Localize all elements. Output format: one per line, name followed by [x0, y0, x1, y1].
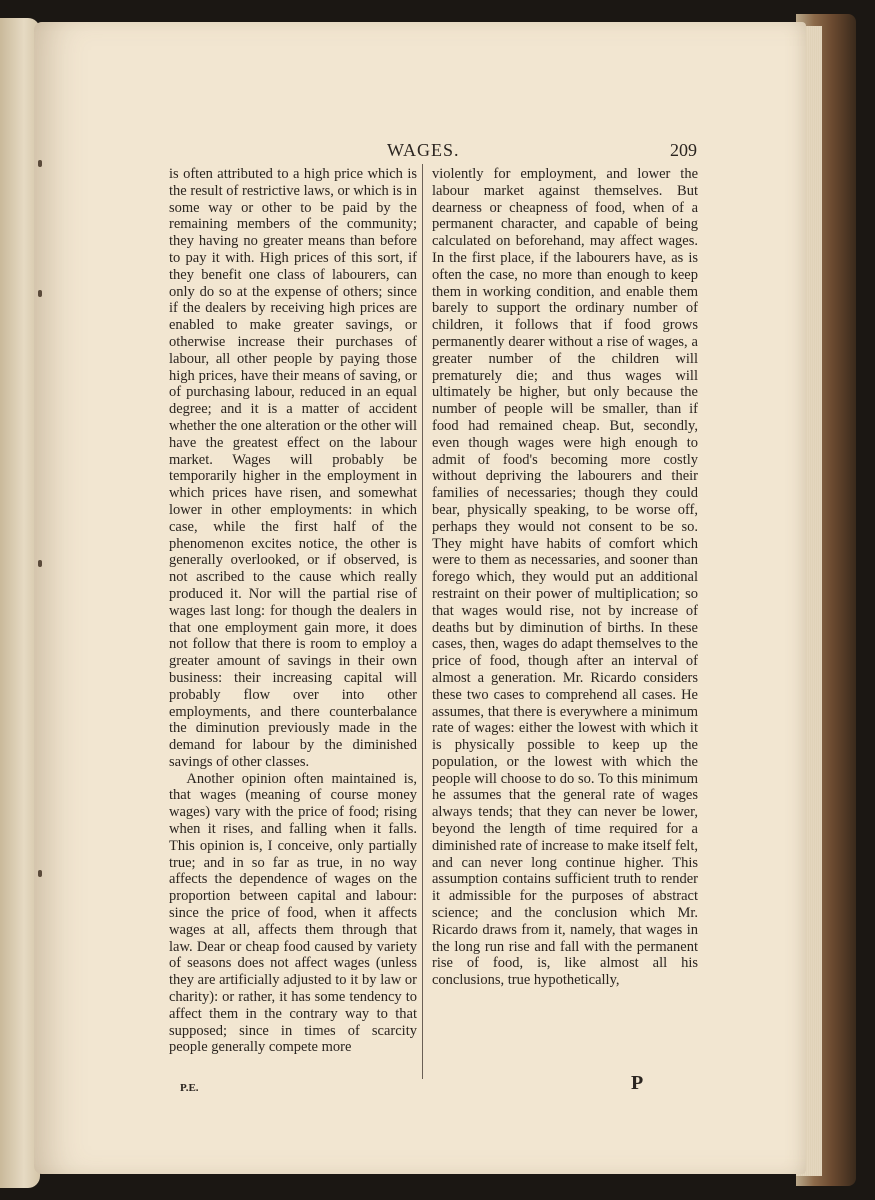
left-paragraph-1: is often attributed to a high price which is the result of restrictive laws, or which is in some way or other to be paid by the remaining members of the community; they having no greater means than before to pay it with. High prices of this sort, if they benefit one class of labourers, can only do so at the expense of others; since if the dealers by receiving high prices are enabled to make greater savings, or otherwise increase their purchases of labour, all other people by paying those high prices, have their means of saving, or of purchasing labour, reduced in an equal degree; and it is a matter of accident whether the one alteration or the other will have the greatest effect on the labour market. Wages will probably be temporarily higher in the employment in which prices have risen, and somewhat lower in other employments: in which case, while the first half of the phenomenon excites notice, the other is generally overlooked, or if observed, is not ascribed to the cause which really produced it. Nor will the partial rise of wages last long: for though the dealers in that one employment gain more, it does not follow that there is room to employ a greater amount of savings in their own business: their increasing capital will probably flow over into other employments, and there counterbalance the diminution previously made in the demand for labour by the diminished savings of other classes. — [169, 166, 417, 770]
margin-speck — [38, 160, 42, 167]
book-page — [34, 22, 806, 1174]
right-column — [432, 166, 698, 989]
left-column — [169, 166, 417, 1056]
signature-mark-right: P — [631, 1072, 644, 1094]
right-paragraph-1: violently for employment, and lower the labour market against themselves. But dearness or cheapness of food, when of a permanent character, and capable of being calculated on beforehand, may affect wages. In the first place, if the labourers have, as is often the case, no more than enough to keep them in working condition, and enable them barely to support the ordinary number of children, it follows that if food grows permanently dearer without a rise of wages, a greater number of the children will prematurely die; and thus wages will ultimately be higher, but only because the number of people will be smaller, than if food had remained cheap. But, secondly, even though wages were high enough to admit of food's becoming more costly without depriving the labourers and their families of necessaries; though they could bear, physically speaking, to be worse off, perhaps they would not consent to be so. They might have habits of comfort which were to them as necessaries, and sooner than forego which, they would put an additional restraint on their power of multiplication; so that wages would rise, not by increase of deaths but by diminution of births. In these cases, then, wages do adapt themselves to the price of food, though after an interval of almost a generation. Mr. Ricardo considers these two cases to comprehend all cases. He assumes, that there is everywhere a minimum rate of wages: either the lowest with which it is physically possible to keep up the population, or the lowest with which the people will choose to do so. To this minimum he assumes that the general rate of wages always tends; that they can never be lower, beyond the length of time required for a diminished rate of increase to make itself felt, and can never long continue higher. This assumption contains sufficient truth to render it admissible for the purposes of abstract science; and the conclusion which Mr. Ricardo draws from it, namely, that wages in the long run rise and fall with the permanent rise of food, is, like almost all his conclusions, true hypothetically, — [432, 166, 698, 989]
running-head — [34, 140, 806, 164]
column-divider — [422, 164, 423, 1079]
margin-speck — [38, 560, 42, 567]
margin-speck — [38, 290, 42, 297]
page-title: WAGES. — [387, 140, 460, 160]
left-paragraph-2: Another opinion often maintained is, that wages (meaning of course money wages) vary with the price of food; rising when it rises, and falling when it falls. This opinion is, I conceive, only partially true; and in so far as true, in no way affects the dependence of wages on the proportion between capital and labour: since the price of food, when it affects wages at all, affects them through that law. Dear or cheap food caused by variety of seasons does not affect wages (unless they are artificially adjusted to it by law or charity): or rather, it has some tendency to affect them in the contrary way to that supposed; since in times of scarcity people generally compete more — [169, 770, 417, 1056]
margin-speck — [38, 870, 42, 877]
signature-mark-left: P.E. — [180, 1082, 199, 1094]
page-number: 209 — [670, 140, 697, 160]
